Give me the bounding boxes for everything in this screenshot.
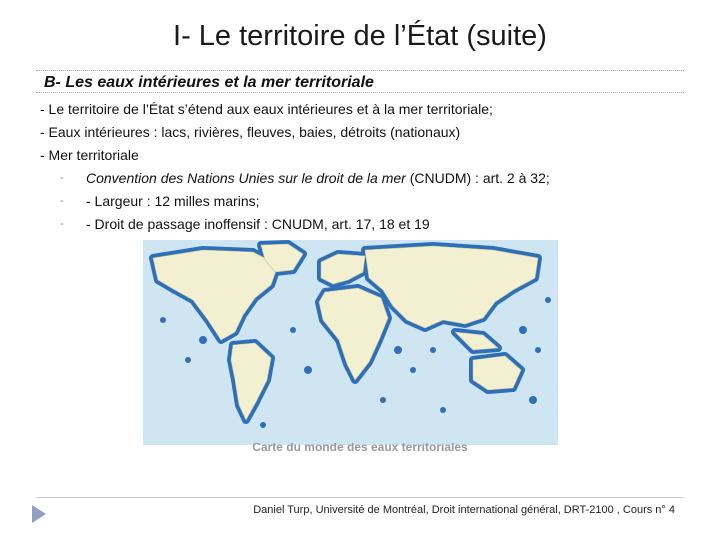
width-text: - Largeur : 12 milles marins; [86, 193, 260, 209]
sub-item-bullet: - [60, 218, 64, 230]
sub-item-width [40, 190, 550, 213]
world-territorial-waters-map [143, 240, 558, 445]
convention-name: Convention des Nations Unies sur le droit de la mer [86, 170, 406, 186]
map-caption: Carte du monde des eaux territoriales [252, 443, 468, 454]
world-map-graphic [143, 240, 558, 445]
footer-divider [36, 497, 684, 498]
convention-articles: (CNUDM) : art. 2 à 32; [405, 170, 550, 186]
section-subtitle: B- Les eaux intérieures et la mer territoriale [44, 74, 374, 91]
sub-item-convention [40, 167, 550, 190]
slide-body [40, 98, 550, 236]
title-divider-top [36, 70, 684, 71]
sub-item-innocent-passage [40, 213, 550, 236]
body-line-territory: - Le territoire de l’État s’étend aux eaux intérieures et à la mer territoriale; [40, 101, 493, 117]
sub-item-bullet: - [60, 172, 64, 184]
subtitle-divider [36, 92, 684, 93]
body-line-inland-waters: - Eaux intérieures : lacs, rivières, fleuves, baies, détroits (nationaux) [40, 124, 461, 140]
slide-footer: Daniel Turp, Université de Montréal, Droit international général, DRT-2100 , Cours n° 4 [253, 504, 675, 516]
sub-item-bullet: - [60, 195, 64, 207]
innocent-passage-text: - Droit de passage inoffensif : CNUDM, art. 17, 18 et 19 [86, 216, 430, 232]
body-line-territorial-sea: - Mer territoriale [40, 147, 139, 163]
next-slide-arrow-icon[interactable] [30, 504, 48, 524]
slide-title: I- Le territoire de l’État (suite) [173, 20, 547, 52]
